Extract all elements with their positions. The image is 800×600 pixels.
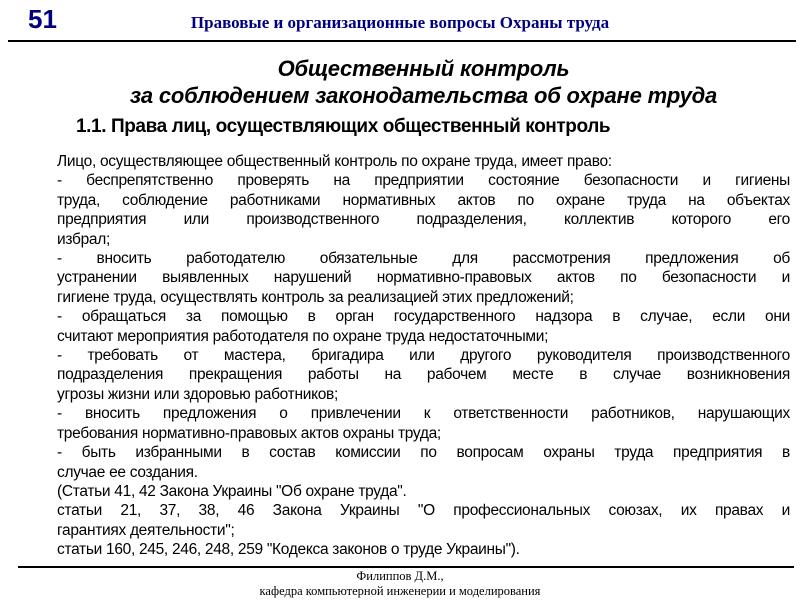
slide-title-line2: за соблюдением законодательства об охране труда (129, 83, 718, 108)
body-line: - вносить работодателю обязательные для рассмотрения предложения об (57, 250, 790, 268)
body-line: предприятия или производственного подразделения, коллектив которого его (57, 211, 790, 229)
body-line: Лицо, осуществляющее общественный контроль по охране труда, имеет право: (57, 153, 612, 170)
body-line: (Статьи 41, 42 Закона Украины "Об охране труда". (57, 482, 407, 500)
body-line: труда, соблюдение работниками нормативных актов по охране труда на объектах (57, 191, 790, 209)
body-line: - быть избранными в состав комиссии по вопросам охраны труда предприятия в (57, 444, 790, 462)
body-line: избрал; (57, 230, 110, 248)
body-line: гигиене труда, осуществлять контроль за реализацией этих предложений; (57, 288, 574, 306)
body-line: статьи 160, 245, 246, 248, 259 "Кодекса законов о труде Украины"). (57, 541, 520, 559)
top-divider (8, 40, 796, 42)
page-number: 51 (28, 4, 57, 34)
body-text (57, 152, 790, 560)
body-line: требования нормативно-правовых актов охраны труда; (57, 424, 441, 442)
slide-title-line1: Общественный контроль (277, 56, 570, 81)
body-line: гарантиях деятельности"; (57, 521, 235, 539)
body-line: случае ее создания. (57, 463, 198, 481)
section-heading: 1.1. Права лиц, осуществляющих общественный контроль (76, 116, 611, 137)
body-line: считают мероприятия работодателя по охране труда недостаточными; (57, 327, 549, 345)
body-line: - требовать от мастера, бригадира или другого руководителя производственного (57, 347, 790, 365)
body-line: подразделения прекращения работы на рабочем месте в случае возникновения (57, 366, 790, 384)
footer (0, 569, 800, 598)
header-title: Правовые и организационные вопросы Охраны труда (190, 13, 610, 32)
footer-author: Филиппов Д.М., (356, 569, 444, 583)
body-line: - обращаться за помощью в орган государственного надзора в случае, если они (57, 308, 790, 326)
body-line: устранении выявленных нарушений нормативно-правовых актов по безопасности и (57, 269, 790, 287)
footer-department: кафедра компьютерной инженерии и моделирования (259, 583, 541, 598)
body-line: - беспрепятственно проверять на предприятии состояние безопасности и гигиены (57, 172, 790, 190)
body-line: - вносить предложения о привлечении к ответственности работников, нарушающих (57, 405, 790, 423)
slide-title (57, 55, 790, 109)
body-line: угрозы жизни или здоровью работников; (57, 385, 338, 403)
footer-divider (18, 566, 794, 568)
body-line: статьи 21, 37, 38, 46 Закона Украины "О профессиональных союзах, их правах и (57, 502, 790, 520)
